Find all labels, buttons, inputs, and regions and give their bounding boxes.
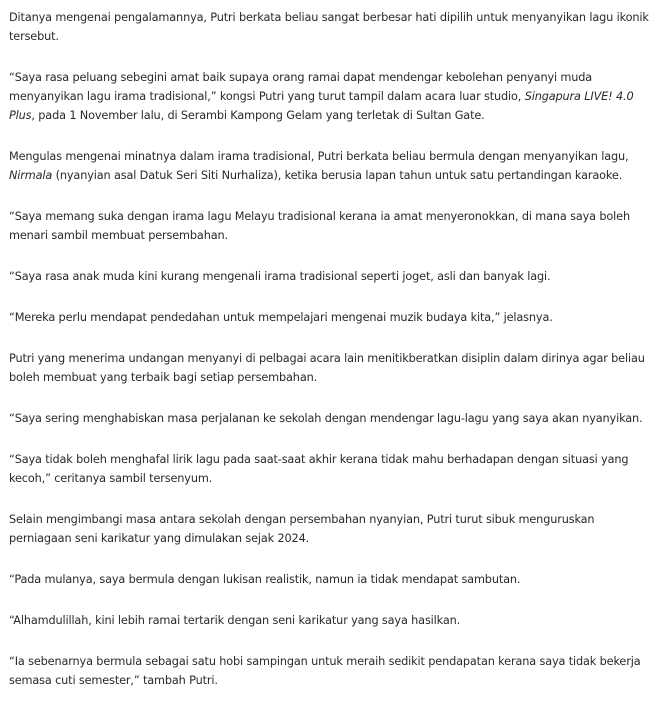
paragraph-text: “Ia sebenarnya bermula sebagai satu hobi sampingan untuk meraih sedikit pendapatan kerana saya tidak bekerja semasa cuti semester,” tambah Putri. (9, 655, 641, 687)
article-paragraph (9, 8, 649, 46)
paragraph-text: “Saya rasa anak muda kini kurang mengenali irama tradisional seperti joget, asli dan banyak lagi. (9, 270, 551, 283)
paragraph-text: “Pada mulanya, saya bermula dengan lukisan realistik, namun ia tidak mendapat sambutan. (9, 573, 521, 586)
article-paragraph (9, 409, 649, 428)
paragraph-text: “Saya rasa peluang sebegini amat baik supaya orang ramai dapat mendengar kebolehan penyanyi muda menyanyikan lagu irama tradisional,” kongsi Putri yang turut tampil dalam acara luar studio, (9, 71, 593, 103)
article-paragraph (9, 147, 649, 185)
article-body (9, 8, 649, 712)
article-paragraph (9, 308, 649, 327)
paragraph-text: “Saya memang suka dengan irama lagu Melayu tradisional kerana ia amat menyeronokkan, di mana saya boleh menari sambil membuat persembahan. (9, 210, 630, 242)
paragraph-text: “Alhamdulillah, kini lebih ramai tertarik dengan seni karikatur yang saya hasilkan. (9, 614, 461, 627)
paragraph-text: “Saya sering menghabiskan masa perjalanan ke sekolah dengan mendengar lagu-lagu yang saya akan nyanyikan. (9, 412, 643, 425)
italic-title-text: Singapura LIVE! 4.0 Plus (9, 90, 634, 122)
article-paragraph (9, 611, 649, 630)
paragraph-text: , pada 1 November lalu, di Serambi Kampong Gelam yang terletak di Sultan Gate. (31, 109, 485, 122)
article-paragraph (9, 267, 649, 286)
paragraph-text: “Mereka perlu mendapat pendedahan untuk mempelajari mengenai muzik budaya kita,” jelasnya. (9, 311, 553, 324)
article-paragraph (9, 570, 649, 589)
paragraph-text: Selain mengimbangi masa antara sekolah dengan persembahan nyanyian, Putri turut sibuk menguruskan perniagaan seni karikatur yang dimulakan sejak 2024. (9, 513, 595, 545)
italic-title-text: Nirmala (9, 169, 53, 182)
paragraph-text: (nyanyian asal Datuk Seri Siti Nurhaliza), ketika berusia lapan tahun untuk satu pertandingan karaoke. (52, 169, 623, 182)
paragraph-text: Mengulas mengenai minatnya dalam irama tradisional, Putri berkata beliau bermula dengan menyanyikan lagu, (9, 150, 629, 163)
paragraph-text: Ditanya mengenai pengalamannya, Putri berkata beliau sangat berbesar hati dipilih untuk menyanyikan lagu ikonik tersebut. (9, 11, 649, 43)
article-paragraph (9, 510, 649, 548)
article-paragraph (9, 652, 649, 690)
article-paragraph (9, 207, 649, 245)
paragraph-text: Putri yang menerima undangan menyanyi di pelbagai acara lain menitikberatkan disiplin dalam dirinya agar beliau boleh membuat yang terbaik bagi setiap persembahan. (9, 352, 645, 384)
article-paragraph (9, 68, 649, 125)
paragraph-text: “Saya tidak boleh menghafal lirik lagu pada saat-saat akhir kerana tidak mahu berhadapan dengan situasi yang kecoh,” ceritanya sambil tersenyum. (9, 453, 629, 485)
article-paragraph (9, 450, 649, 488)
article-paragraph (9, 349, 649, 387)
